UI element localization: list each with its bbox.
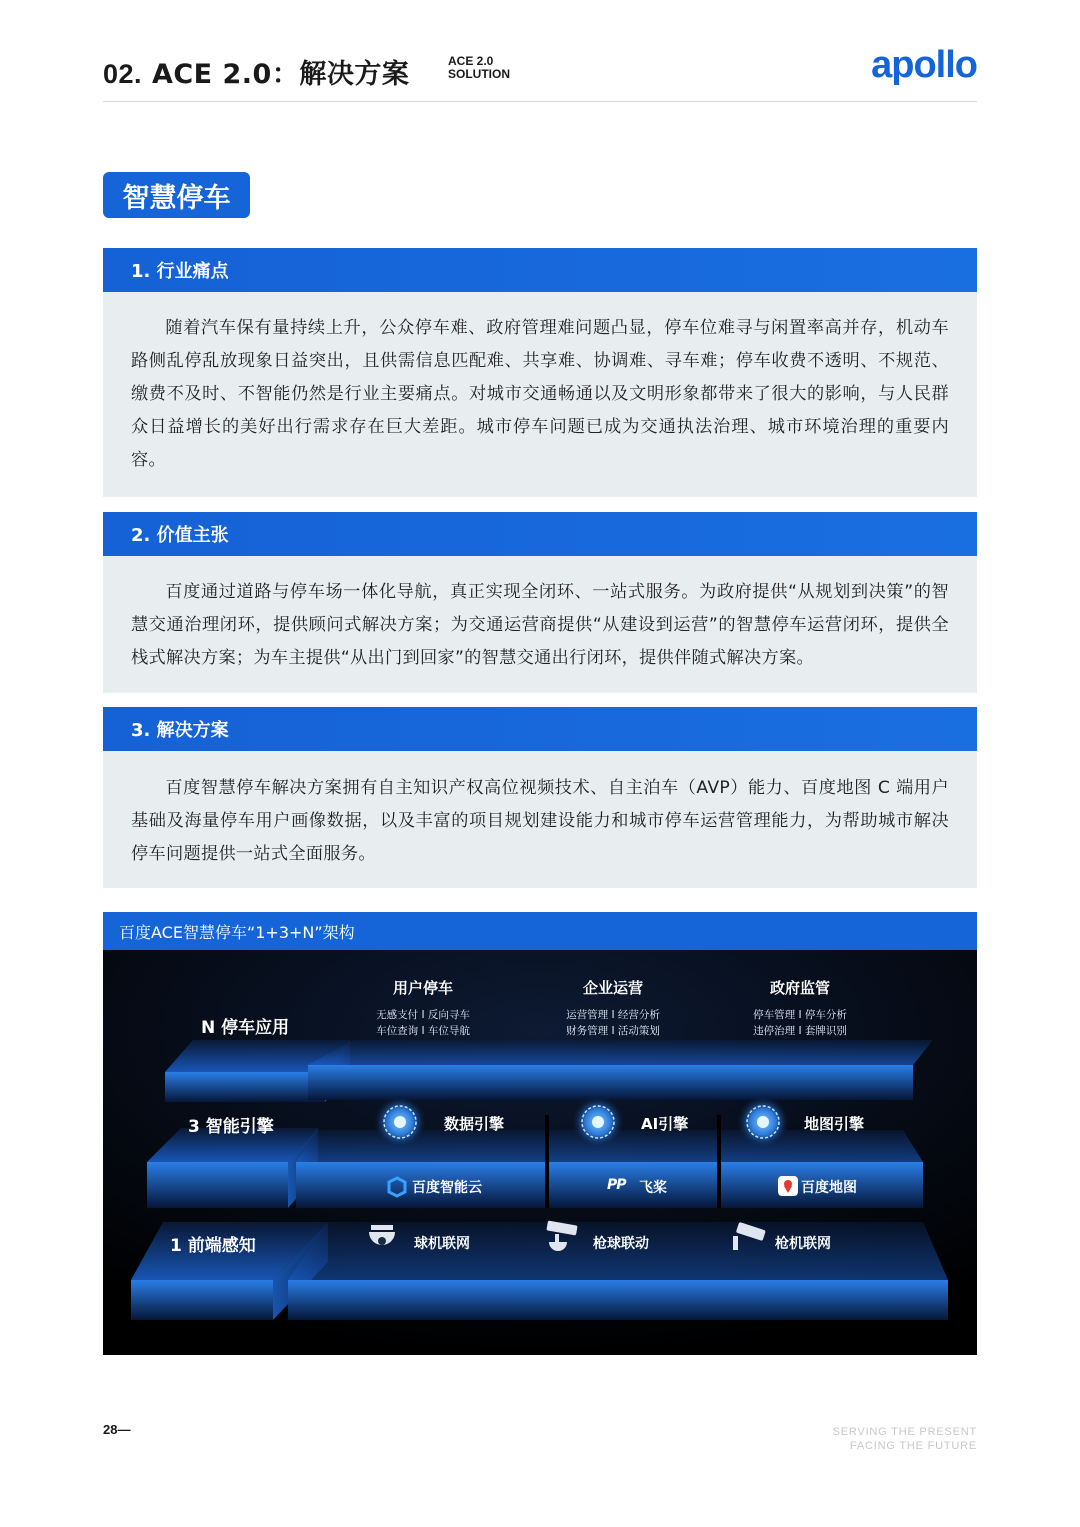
page-title: 智慧停车 [103,172,250,218]
column-title-enterprise: 企业运营 [582,979,643,997]
section-body-solution [103,751,977,888]
slogan-line-2: FACING THE FUTURE [849,1440,977,1452]
engine-map-label: 地图引擎 [804,1115,865,1133]
subtitle-line-1: ACE 2.0 [448,54,494,68]
column-title-government: 政府监管 [769,979,830,997]
section-body-value [103,556,977,693]
layer-3-label: 3 智能引擎 [188,1117,274,1137]
chapter-subtitle [448,55,510,81]
chapter-title [103,52,409,91]
chapter-name: ACE 2.0：解决方案 [151,59,410,90]
column-title-user: 用户停车 [392,979,453,997]
apollo-logo: apollo [871,44,977,86]
chapter-number: 02. [103,59,143,89]
brand-baidu-map: 百度地图 [801,1180,857,1196]
section-heading-solution: 3. 解决方案 [103,707,977,751]
page-header [103,44,977,102]
brand-paddle: 飞桨 [639,1180,667,1196]
column-items-enterprise [541,1007,685,1039]
pain-points-text: 随着汽车保有量持续上升，公众停车难、政府管理难问题凸显，停车位难寻与闲置率高并存，机动车路侧乱停乱放现象日益突出，且供需信息匹配难、共享难、协调难、寻车难；停车收费不透明、不规范、缴费不及时、不智能仍然是行业主要痛点。对城市交通畅通以及文明形象都带来了很大的影响，与人民群众日益增长的美好出行需求存在巨大差距。城市停车问题已成为交通执法治理、城市环境治理的重要内容。 [131,318,949,470]
column-items-user [351,1007,495,1039]
sensor-gun-label: 枪机联网 [775,1236,831,1252]
enterprise-items-line-2: 财务管理 I 活动策划 [566,1025,660,1037]
government-items-line-2: 违停治理 I 套牌识别 [753,1025,847,1037]
section-heading-pain-points: 1. 行业痛点 [103,248,977,292]
solution-text: 百度智慧停车解决方案拥有自主知识产权高位视频技术、自主泊车（AVP）能力、百度地图 C 端用户基础及海量停车用户画像数据，以及丰富的项目规划建设能力和城市停车运营管理能力，为帮助城市解决停车问题提供一站式全面服务。 [131,778,949,864]
footer-slogan [833,1425,977,1453]
government-items-line-1: 停车管理 I 停车分析 [753,1009,847,1021]
enterprise-items-line-1: 运营管理 I 经营分析 [566,1009,660,1021]
column-items-government [728,1007,872,1039]
engine-data-label: 数据引擎 [444,1115,505,1133]
diagram-title: 百度ACE智慧停车“1+3+N”架构 [103,912,977,950]
section-heading-value: 2. 价值主张 [103,512,977,556]
layer-n-label: N 停车应用 [201,1018,290,1038]
brand-baidu-cloud: 百度智能云 [412,1180,482,1196]
page-number: 28— [103,1422,131,1437]
value-text: 百度通过道路与停车场一体化导航，真正实现全闭环、一站式服务。为政府提供“从规划到决策”的智慧交通治理闭环，提供顾问式解决方案；为交通运营商提供“从建设到运营”的智慧停车运营闭环，提供全栈式解决方案；为车主提供“从出门到回家”的智慧交通出行闭环，提供伴随式解决方案。 [131,582,949,668]
engine-ai-label: AI引擎 [641,1115,689,1133]
user-items-line-2: 车位查询 I 车位导航 [376,1025,470,1037]
sensor-dome-label: 球机联网 [414,1236,470,1252]
slogan-line-1: SERVING THE PRESENT [832,1426,977,1438]
layer-1-label: 1 前端感知 [170,1236,256,1256]
paddle-logo-icon: PP [607,1177,626,1193]
layer-n-block [165,1040,933,1102]
baidu-map-icon [778,1176,798,1196]
data-engine-icon [374,1096,426,1148]
map-engine-icon [737,1096,789,1148]
architecture-diagram [103,950,977,1355]
ai-engine-icon [572,1096,624,1148]
section-body-pain-points [103,292,977,497]
subtitle-line-2: SOLUTION [448,67,510,81]
user-items-line-1: 无感支付 I 反向寻车 [376,1009,470,1021]
sensor-gun-ball-label: 枪球联动 [593,1236,649,1252]
